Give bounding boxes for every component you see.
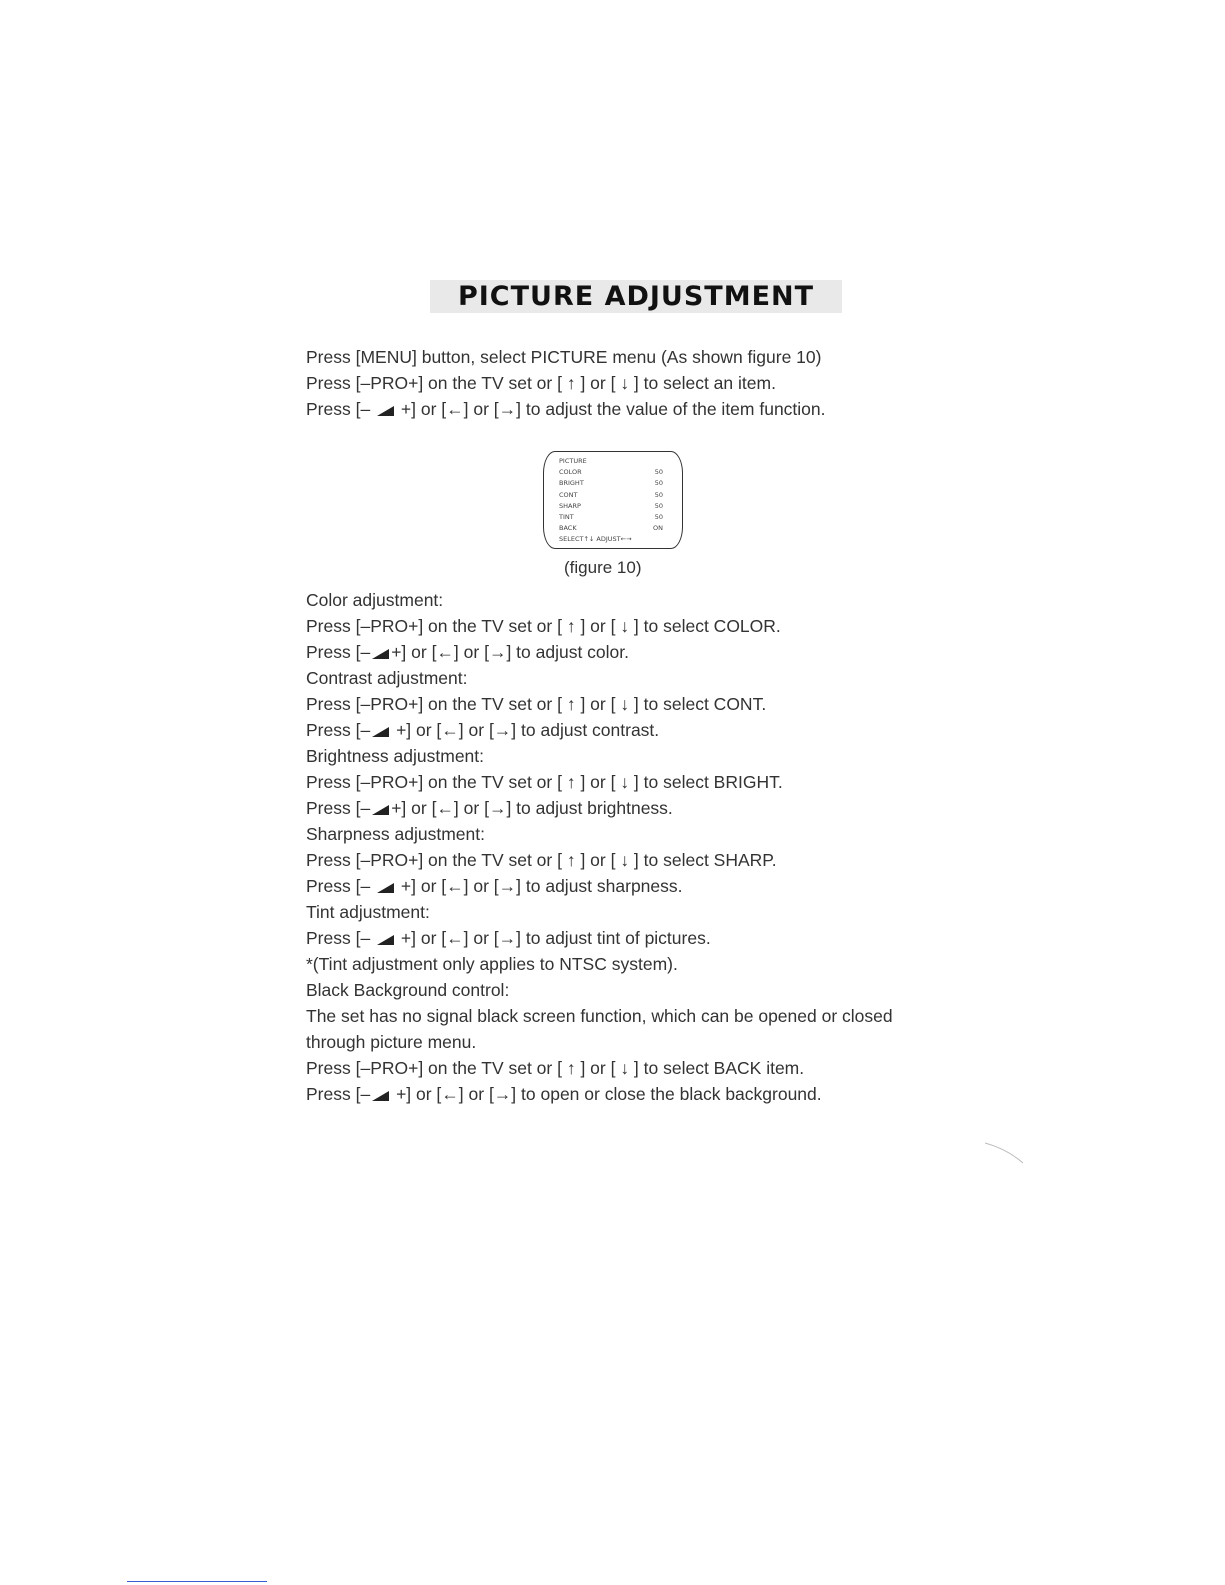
body-line <box>306 743 893 769</box>
intro-line <box>306 344 826 370</box>
tv-menu-item <box>559 490 671 501</box>
line-text: Press [–PRO+] on the TV set or [ ↑ ] or [ ↓ ] to select CONT. <box>306 694 767 714</box>
tv-menu-item-label: TINT <box>559 512 574 521</box>
volume-ramp-icon <box>372 727 389 737</box>
page-title: PICTURE ADJUSTMENT <box>457 281 815 312</box>
figure-caption: (figure 10) <box>564 558 642 577</box>
line-text: Press [– <box>306 720 371 740</box>
footer-rule <box>127 1581 267 1582</box>
tv-menu-item-value: 50 <box>654 501 663 510</box>
tv-menu-item-label: COLOR <box>559 468 582 477</box>
line-text: through picture menu. <box>306 1032 477 1052</box>
body-line <box>306 717 893 743</box>
body-line <box>306 821 893 847</box>
body-line <box>306 1055 893 1081</box>
tv-menu-item-value: 50 <box>654 490 663 499</box>
tv-menu-item <box>559 501 671 512</box>
line-text: Press [–PRO+] on the TV set or [ ↑ ] or [ ↓ ] to select BACK item. <box>306 1058 805 1078</box>
line-text: Press [– <box>306 928 376 948</box>
tv-menu-footer: SELECT↑↓ ADJUST←→ <box>559 535 632 544</box>
body-line <box>306 1081 893 1107</box>
tv-menu-item-value: 50 <box>654 512 663 521</box>
line-text: +] or [←] or [→] to adjust sharpness. <box>396 876 683 896</box>
tv-menu-item <box>559 512 671 523</box>
line-text: Sharpness adjustment: <box>306 824 485 844</box>
line-text: Press [– <box>306 399 376 419</box>
page-scan-mark <box>985 1135 1025 1175</box>
line-text: Press [–PRO+] on the TV set or [ ↑ ] or [ ↓ ] to select COLOR. <box>306 616 781 636</box>
line-text: +] or [←] or [→] to adjust brightness. <box>391 798 673 818</box>
line-text: +] or [←] or [→] to adjust tint of pictures. <box>396 928 711 948</box>
tv-picture-menu <box>559 456 671 546</box>
line-text: +] or [←] or [→] to adjust color. <box>391 642 630 662</box>
tv-menu-figure <box>541 449 685 551</box>
body-line <box>306 639 893 665</box>
line-text: +] or [←] or [→] to adjust contrast. <box>391 720 660 740</box>
body-line <box>306 769 893 795</box>
line-text: Press [–PRO+] on the TV set or [ ↑ ] or [ ↓ ] to select SHARP. <box>306 850 777 870</box>
body-line <box>306 977 893 1003</box>
line-text: Black Background control: <box>306 980 510 1000</box>
line-text: Brightness adjustment: <box>306 746 485 766</box>
intro-line <box>306 370 826 396</box>
body-line <box>306 925 893 951</box>
body-line <box>306 1029 893 1055</box>
adjustment-instructions <box>306 587 893 1107</box>
tv-menu-item-label: BACK <box>559 524 577 533</box>
body-line <box>306 795 893 821</box>
line-text: Press [– <box>306 1084 371 1104</box>
line-text: Press [– <box>306 876 376 896</box>
line-text: Color adjustment: <box>306 590 444 610</box>
body-line <box>306 691 893 717</box>
tv-menu-item-value: ON <box>653 524 663 533</box>
line-text: Press [–PRO+] on the TV set or [ ↑ ] or [ ↓ ] to select an item. <box>306 373 776 393</box>
body-line <box>306 587 893 613</box>
volume-ramp-icon <box>372 649 389 659</box>
line-text: +] or [←] or [→] to adjust the value of the item function. <box>396 399 826 419</box>
body-line <box>306 873 893 899</box>
body-line <box>306 1003 893 1029</box>
volume-ramp-icon <box>372 805 389 815</box>
body-line <box>306 899 893 925</box>
body-line <box>306 951 893 977</box>
tv-menu-item <box>559 523 671 534</box>
tv-menu-item-label: BRIGHT <box>559 479 584 488</box>
tv-menu-item-value: 50 <box>654 479 663 488</box>
line-text: Contrast adjustment: <box>306 668 468 688</box>
volume-ramp-icon <box>377 406 394 416</box>
intro-instructions <box>306 344 826 422</box>
line-text: Tint adjustment: <box>306 902 430 922</box>
volume-ramp-icon <box>377 935 394 945</box>
volume-ramp-icon <box>377 883 394 893</box>
body-line <box>306 665 893 691</box>
volume-ramp-icon <box>372 1091 389 1101</box>
tv-menu-item-label: CONT <box>559 490 578 499</box>
intro-line <box>306 396 826 422</box>
line-text: Press [– <box>306 798 371 818</box>
line-text: Press [MENU] button, select PICTURE menu (As shown figure 10) <box>306 347 822 367</box>
body-line <box>306 613 893 639</box>
tv-menu-item-value: 50 <box>654 468 663 477</box>
body-line <box>306 847 893 873</box>
line-text: Press [–PRO+] on the TV set or [ ↑ ] or [ ↓ ] to select BRIGHT. <box>306 772 783 792</box>
tv-menu-item <box>559 467 671 478</box>
tv-menu-item <box>559 478 671 489</box>
tv-menu-title: PICTURE <box>559 457 587 465</box>
tv-menu-item-label: SHARP <box>559 501 581 510</box>
title-banner <box>430 280 842 313</box>
line-text: *(Tint adjustment only applies to NTSC system). <box>306 954 678 974</box>
line-text: The set has no signal black screen function, which can be opened or closed <box>306 1006 893 1026</box>
line-text: Press [– <box>306 642 371 662</box>
line-text: +] or [←] or [→] to open or close the black background. <box>391 1084 822 1104</box>
